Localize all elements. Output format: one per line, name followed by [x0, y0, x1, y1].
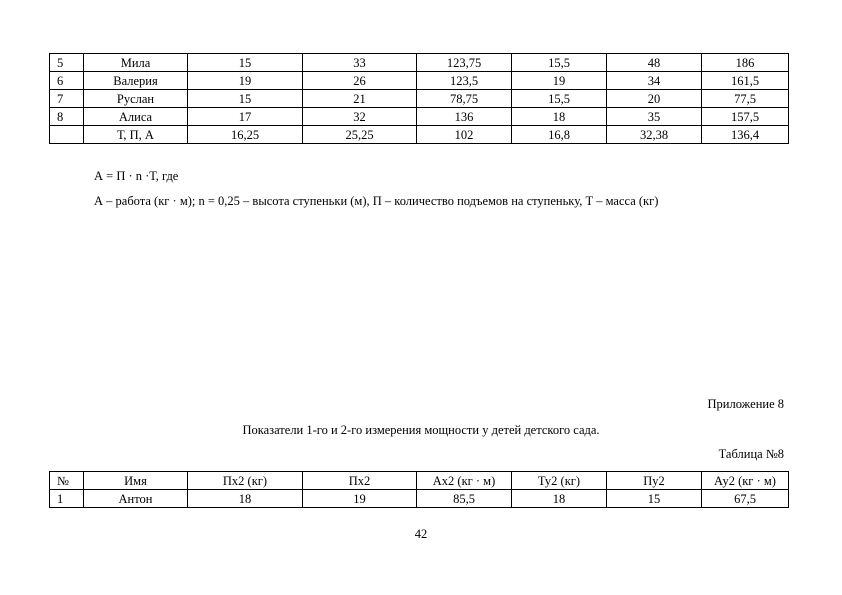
table-cell: 19: [512, 72, 607, 90]
table-cell: 15: [188, 54, 303, 72]
page-number: 42: [414, 527, 428, 541]
table-cell: 78,75: [417, 90, 512, 108]
column-header: Имя: [84, 472, 188, 490]
table-cell: 18: [512, 108, 607, 126]
table-cell: Алиса: [84, 108, 188, 126]
table-row: [50, 54, 789, 72]
table-header-row: [50, 472, 789, 490]
table-cell: 85,5: [417, 490, 512, 508]
table-cell: 19: [188, 72, 303, 90]
table-cell: 136: [417, 108, 512, 126]
table-cell: 136,4: [702, 126, 789, 144]
table-cell: Антон: [84, 490, 188, 508]
table-cell: 16,25: [188, 126, 303, 144]
table-row: [50, 490, 789, 508]
column-header: №: [50, 472, 84, 490]
column-header: Ту2 (кг): [512, 472, 607, 490]
table-cell: 15: [188, 90, 303, 108]
table-row: [50, 90, 789, 108]
table-cell: 48: [607, 54, 702, 72]
column-header: Пх2 (кг): [188, 472, 303, 490]
formula-legend: А – работа (кг · м); n = 0,25 – высота ступеньки (м), П – количество подъемов на ступеньку, Т – масса (кг): [94, 194, 659, 208]
table-cell: 186: [702, 54, 789, 72]
table-cell: 15,5: [512, 54, 607, 72]
table-cell: 102: [417, 126, 512, 144]
table-cell: 123,75: [417, 54, 512, 72]
table-cell: Валерия: [84, 72, 188, 90]
table-cell: 157,5: [702, 108, 789, 126]
table-cell: 20: [607, 90, 702, 108]
data-table-2: [49, 471, 789, 508]
column-header: Пу2: [607, 472, 702, 490]
table-cell: 25,25: [303, 126, 417, 144]
table-cell: 161,5: [702, 72, 789, 90]
table-cell: 33: [303, 54, 417, 72]
table-cell: 18: [512, 490, 607, 508]
table-cell: 32: [303, 108, 417, 126]
table-cell: 34: [607, 72, 702, 90]
table-cell: 26: [303, 72, 417, 90]
table-cell: 19: [303, 490, 417, 508]
table-cell: 7: [50, 90, 84, 108]
table-cell: 21: [303, 90, 417, 108]
column-header: Ау2 (кг · м): [702, 472, 789, 490]
table-cell: 32,38: [607, 126, 702, 144]
table-cell: 77,5: [702, 90, 789, 108]
table-cell: 67,5: [702, 490, 789, 508]
appendix-label: Приложение 8: [707, 397, 784, 411]
table-cell: 15: [607, 490, 702, 508]
table-cell: 8: [50, 108, 84, 126]
table-cell: 15,5: [512, 90, 607, 108]
table-cell: Руслан: [84, 90, 188, 108]
table-cell: 6: [50, 72, 84, 90]
table-cell: 17: [188, 108, 303, 126]
table-cell: Т, П, А: [84, 126, 188, 144]
table-cell: 35: [607, 108, 702, 126]
column-header: Ах2 (кг · м): [417, 472, 512, 490]
table-row: [50, 126, 789, 144]
table-cell: 123,5: [417, 72, 512, 90]
table-cell: 18: [188, 490, 303, 508]
table-cell: Мила: [84, 54, 188, 72]
table-cell: [50, 126, 84, 144]
table-caption: Показатели 1-го и 2-го измерения мощности у детей детского сада.: [242, 423, 600, 437]
table-cell: 16,8: [512, 126, 607, 144]
table-cell: 1: [50, 490, 84, 508]
data-table-1: [49, 53, 789, 144]
column-header: Пх2: [303, 472, 417, 490]
table-cell: 5: [50, 54, 84, 72]
table-number: Таблица №8: [718, 447, 784, 461]
work-formula: А = П · n ·Т, где: [94, 169, 179, 183]
table-row: [50, 108, 789, 126]
table-row: [50, 72, 789, 90]
